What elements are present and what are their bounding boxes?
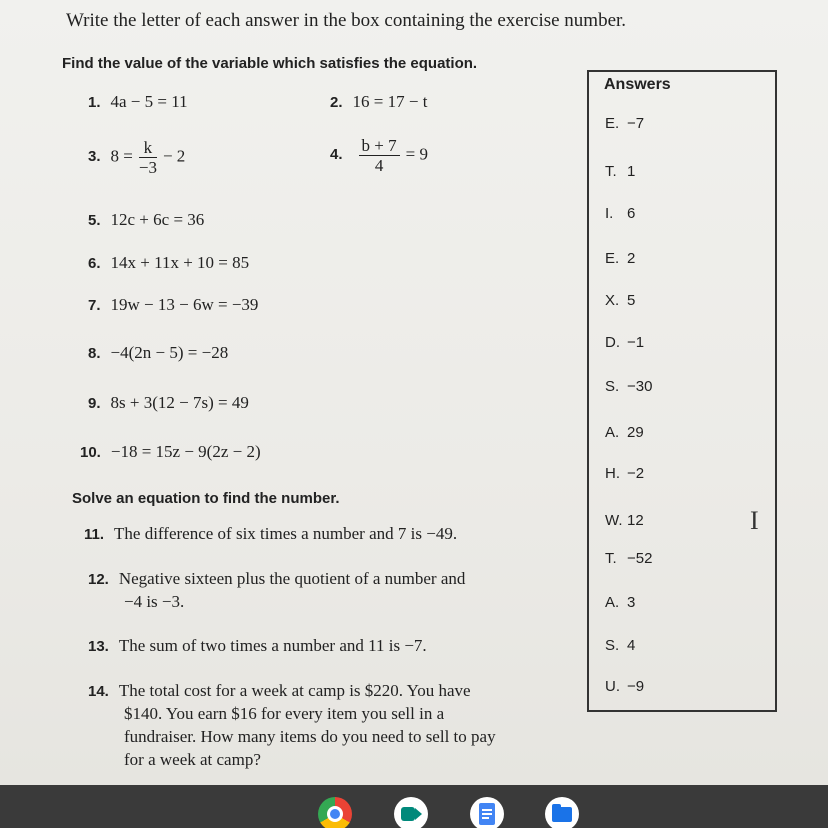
exercise-14-line3: fundraiser. How many items do you need to sell to pay [124, 727, 496, 746]
instructions: Write the letter of each answer in the box containing the exercise number. [66, 10, 627, 31]
docs-icon[interactable] [470, 797, 504, 828]
answer-item: I. 6 [605, 205, 636, 222]
exercise-14: 14. The total cost for a week at camp is $220. You have [88, 681, 471, 700]
answer-item: U. −9 [605, 678, 645, 695]
answer-item: A. 3 [605, 594, 636, 611]
answer-item: T. −52 [605, 550, 653, 567]
answer-item: S. −30 [605, 378, 653, 395]
answer-item: W. 12 [605, 512, 644, 529]
section2-heading: Solve an equation to find the number. [72, 490, 340, 507]
exercise-14-line4: for a week at camp? [124, 750, 261, 769]
chrome-icon[interactable] [318, 797, 352, 828]
answer-item: X. 5 [605, 292, 636, 309]
files-icon[interactable] [545, 797, 579, 828]
exercise-6: 6. 14x + 11x + 10 = 85 [88, 253, 250, 272]
answer-item: S. 4 [605, 637, 636, 654]
text-cursor-icon: I [750, 506, 759, 535]
exercise-2: 2. 16 = 17 − t [330, 92, 428, 111]
answer-item: A. 29 [605, 424, 644, 441]
answer-item: E. 2 [605, 250, 636, 267]
fraction: $\frac{k}{-3}$ [138, 138, 157, 177]
exercise-3: 3. 8 = $\frac{k}{-3}$ − 2 [88, 138, 186, 177]
exercise-14-line2: $140. You earn $16 for every item you sell in a [124, 704, 445, 723]
exercise-9: 9. 8s + 3(12 − 7s) = 49 [88, 393, 249, 412]
meet-icon[interactable] [394, 797, 428, 828]
section1-heading: Find the value of the variable which satisfies the equation. [62, 55, 478, 72]
answer-item: D. −1 [605, 334, 645, 351]
answer-item: T. 1 [605, 163, 636, 180]
fraction: $\frac{b + 7}{4}$ [359, 136, 400, 175]
exercise-5: 5. 12c + 6c = 36 [88, 210, 205, 229]
exercise-12-line2: −4 is −3. [124, 592, 185, 611]
answer-item: H. −2 [605, 465, 645, 482]
exercise-4: 4. $\frac{b + 7}{4}$ = 9 [330, 136, 428, 175]
exercise-12: 12. Negative sixteen plus the quotient of a number and [88, 569, 466, 588]
answers-title: Answers [604, 76, 671, 93]
answer-item: E. −7 [605, 115, 645, 132]
exercise-10: 10. −18 = 15z − 9(2z − 2) [80, 442, 261, 461]
exercise-11: 11. The difference of six times a number and 7 is −49. [84, 524, 458, 543]
exercise-8: 8. −4(2n − 5) = −28 [88, 343, 229, 362]
exercise-13: 13. The sum of two times a number and 11 is −7. [88, 636, 427, 655]
exercise-1: 1. 4a − 5 = 11 [88, 92, 188, 111]
exercise-7: 7. 19w − 13 − 6w = −39 [88, 295, 259, 314]
